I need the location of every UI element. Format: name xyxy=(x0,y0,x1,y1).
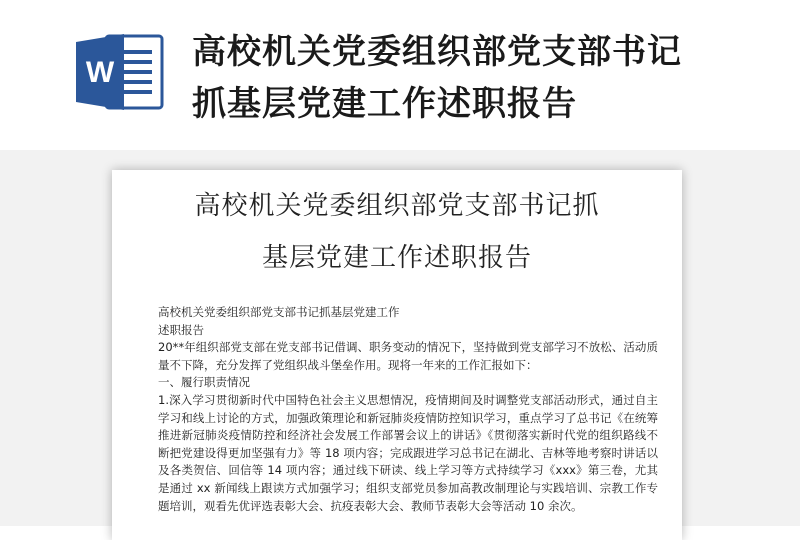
header-title-line-2: 抓基层党建工作述职报告 xyxy=(192,84,577,124)
body-paragraph: 20**年组织部党支部在党支部书记借调、职务变动的情况下，坚持做到党支部学习不放松、活动质量不下降，充分发挥了党组织战斗堡垒作用。现将一年来的工作汇报如下： xyxy=(158,340,658,372)
body-paragraph: 一、履行职责情况 xyxy=(158,375,250,390)
document-title-line-1: 高校机关党委组织部党支部书记抓 xyxy=(194,191,600,221)
body-paragraph: 高校机关党委组织部党支部书记抓基层党建工作 xyxy=(158,305,400,319)
header-title xyxy=(192,26,782,130)
document-title-line-2: 基层党建工作述职报告 xyxy=(261,243,532,273)
body-paragraph: 1.深入学习贯彻新时代中国特色社会主义思想情况，疫情期间及时调整党支部活动形式，通过自主学习和线上讨论的方式，加强政策理论和新冠肺炎疫情防控知识学习，重点学习了总书记《在统筹推进新冠肺炎疫情防控和经济社会发展工作部署会议上的讲话》《贯彻落实新时代党的组织路线不断把党建设得更加坚强有力》等 18 项内容；完成跟进学习总书记在湖北、吉林等地考察时讲话以及各类贺信、回信等 14 项内容；通过线下研读、线上学习等方式持续学习《xxx》第三卷，尤其是通过 xx 新闻线上跟读方式加强学习；组织支部党员参加高教改制理论与实践培训、宗教工作专题培训，观看先优评选表彰大会、抗疫表彰大会、教师节表彰大会等活动 10 余次。 xyxy=(158,392,658,513)
word-icon-letter: W xyxy=(85,56,115,89)
header-title-line-1: 高校机关党委组织部党支部书记 xyxy=(192,32,682,72)
document-body xyxy=(158,304,658,515)
body-paragraph: 述职报告 xyxy=(158,322,204,337)
document-title xyxy=(112,180,682,284)
page-header xyxy=(0,0,800,150)
word-document-icon xyxy=(72,30,168,114)
document-page[interactable] xyxy=(112,170,682,540)
